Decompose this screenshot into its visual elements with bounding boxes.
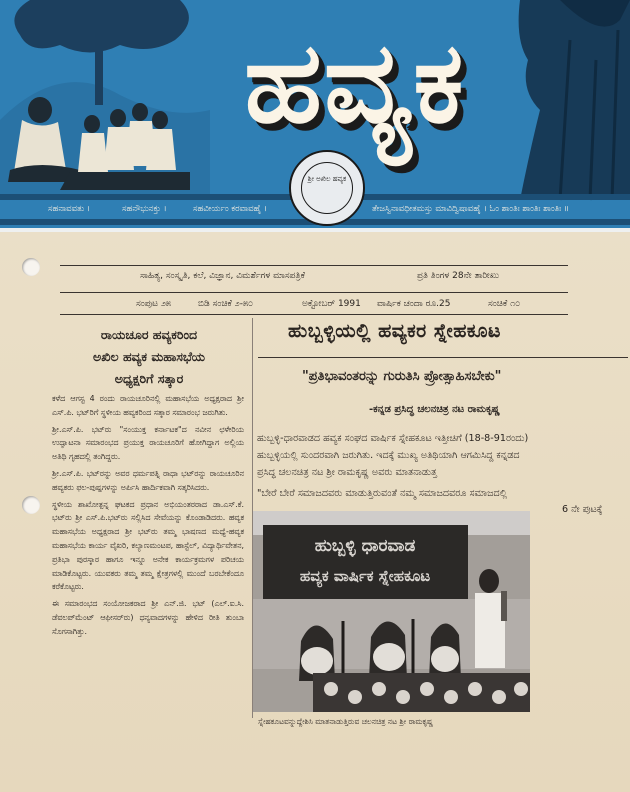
rule [60,292,568,293]
paragraph: ಶ್ರೀ.ಎಸ್.ಪಿ. ಭಟ್‌ರು "ಸಂಯುಕ್ತ ಕರ್ನಾಟಕ"ದ ನವೀನ ಛಳೇರಿಯ ಉದ್ಘಾಟನಾ ಸಮಾರಂಭದ ಪ್ರಯುಕ್ತ ರಾಯಚೂರಿಗೆ ಹೋಗಿದ್ದಾಗ ಅಲ್ಲಿಯ ಅತಿಥಿ ಗೃಹದಲ್ಲಿ ತಂಗಿದ್ದರು. [52,424,244,462]
body-line: ಪ್ರಸಿದ್ಧ ಚಲನಚಿತ್ರ ನಟ ಶ್ರೀ ರಾಮಕೃಷ್ಣ ಅವರು ಮಾತನಾಡುತ್ತ [257,467,437,478]
left-headline-line: ರಾಯಚೂರ ಹವ್ಯಕರಿಂದ [100,327,198,342]
volume-label: ಸಂಪುಟ ೨೫ [136,299,171,309]
motto-part: ಸಹನೌಭುನಕ್ತು । [122,204,167,214]
banner-line: ಹವ್ಯಕ ವಾರ್ಷಿಕ ಸ್ನೇಹಕೂಟ [299,567,431,585]
paragraph: ಕಳೆದ ಆಗಸ್ಟ 4 ರಂದು ರಾಯಚೂರಿನಲ್ಲಿ ಮಹಾಸಭೆಯ ಅಧ್ಯಕ್ಷರಾದ ಶ್ರೀ ಎಸ್.ಪಿ. ಭಟ್‌ರಿಗೆ ಸ್ಥಳೀಯ ಹವ್ಯಕರಿಂದ ಸತ್ಕಾರ ಸಮಾರಂಭ ಜರುಗಿತು. [52,394,244,417]
seal-text: ಶ್ರೀ ಅಖಿಲ ಹವ್ಯಕ [307,175,347,183]
rule [60,265,568,266]
banner-line: ಹುಬ್ಬಳ್ಳಿ ಧಾರವಾಡ [314,536,416,556]
issue-label: ಬಿಡಿ ಸಂಚಿಕೆ ೨-೫೦ [198,299,254,309]
event-photo [253,511,530,712]
emblem-seal [289,150,365,226]
photo-illustration [253,511,530,712]
left-article-body [52,392,244,642]
body-line: ಹುಬ್ಬಳ್ಳಿ-ಧಾರವಾಡದ ಹವ್ಯಕ ಸಂಘದ ವಾರ್ಷಿಕ ಸ್ನೇಹಕೂಟ ಇತ್ತೀಚಿಗೆ (18-8-91ರಂದು) [257,433,529,444]
binder-hole [22,258,40,276]
paragraph: ಈ ಸಮಾರಂಭದ ಸಂಯೋಜಕರಾದ ಶ್ರೀ ಎನ್.ಜಿ. ಭಟ್ (ಎಲ್.ಐ.ಸಿ. ಡೆವಲಪ್‌ಮೆಂಟ್ ಆಫೀಸರ್‌ರು) ಧನ್ಯವಾದಗಳನ್ನು ಹೇಳಿದ ರೀತಿ ತುಂಬಾ ಸೊಗಸಾಗಿತ್ತು. [52,599,244,636]
motto-part: ಸಹವೀರ್ಯಂ ಕರವಾವಹೈ । [193,204,268,214]
pull-quote: "ಪ್ರತಿಭಾವಂತರನ್ನು ಗುರುತಿಸಿ ಪ್ರೋತ್ಸಾಹಿಸಬೇಕು" [302,369,502,384]
quote-credit: -ಕನ್ನಡ ಪ್ರಸಿದ್ಧ ಚಲನಚಿತ್ರ ನಟ ರಾಮಕೃಷ್ಣ [369,404,500,415]
body-line: "ಬೇರೆ ಬೇರೆ ಸಮಾಜದವರು ಮಾಡುತ್ತಿರುವಂತೆ ನಮ್ಮ ಸಮಾಜದವರೂ ಸಮಾಜದಲ್ಲಿ [257,488,508,499]
right-headline: ಹುಬ್ಬಳ್ಳಿಯಲ್ಲಿ ಹವ್ಯಕರ ಸ್ನೇಹಕೂಟ [288,320,501,342]
subscription-price: ವಾರ್ಷಿಕ ಚಂದಾ ರೂ.25 [377,299,451,309]
publication-schedule: ಪ್ರತಿ ತಿಂಗಳ 28ನೇ ತಾರೀಖು [417,271,500,281]
seal-ring [301,162,353,214]
motto-part: ತೇಜಸ್ವಿನಾವಧೀತಮಸ್ತು ಮಾವಿದ್ವಿಷಾವಹೈ । ಓಂ ಶಾಂತಿಃ ಶಾಂತಿಃ ಶಾಂತಿಃ ॥ [372,204,570,214]
photo-caption: ಸ್ನೇಹಕೂಟವನ್ನುದ್ದೇಶಿಸಿ ಮಾತನಾಡುತ್ತಿರುವ ಚಲನಚಿತ್ರ ನಟ ಶ್ರೀ ರಾಮಕೃಷ್ಣ [258,717,434,726]
paragraph: ಸ್ಥಳೀಯ ಶಾಖೋತ್ಪನ್ನ ಘಟಕದ ಪ್ರಧಾನ ಅಭಿಯಂತರರಾದ ಡಾ.ಎಸ್.ಕೆ. ಭಟ್‌ರು ಶ್ರೀ ಎಸ್.ಪಿ.ಭಟ್‌ರು ಸಲ್ಲಿಸಿದ ಸೇವೆಯನ್ನು ಕೊಂಡಾಡಿದರು. ಹವ್ಯಕ ಮಹಾಸಭೆಯ ಅಧ್ಯಕ್ಷರಾದ ಶ್ರೀ ಭಟ್‌ರು ತಮ್ಮ ಭಾಷಣದ ಮಧ್ಯೆ-ಹವ್ಯಕ ಮಹಾಸಭೆಯ ಕಾರ್ಯ ವೈಖರಿ, ಕಲ್ಯಾಣಮಂಟಪ, ಹಾಸ್ಟೆಲ್, ವಿದ್ಯಾರ್ಥಿವೇತನ, ಪ್ರತಿಭಾ ಪುರಸ್ಕಾರ ಹಾಗೂ ಇನ್ನೂ ಅನೇಕ ಕಾರ್ಯಕ್ರಮಗಳ ಪರಿಚಯ ಮಾಡಿಕೊಟ್ಟರು. ಯುವಕರು ತಮ್ಮ ತಮ್ಮ ಕ್ಷೇತ್ರಗಳಲ್ಲಿ ಮುಂದೆ ಬರಬೇಕೆಂದೂ ಕರೆಕೊಟ್ಟರು. [52,499,244,592]
rule [258,357,628,358]
continued-note: 6 ನೇ ಪುಟಕ್ಕೆ [562,504,603,515]
masthead-title: ಹವ್ಯಕ [244,18,466,148]
binder-hole [22,496,40,514]
left-headline-line: ಅಧ್ಯಕ್ಷರಿಗೆ ಸತ್ಕಾರ [114,371,184,386]
motto-part: ಸಹನಾವವತು । [48,204,91,214]
magazine-subtitle: ಸಾಹಿತ್ಯ, ಸಂಸ್ಕೃತಿ, ಕಲೆ, ವಿಜ್ಞಾನ, ವಿಮರ್ಶೆಗಳ ಮಾಸಪತ್ರಿಕೆ [140,271,305,281]
paragraph: ಶ್ರೀ.ಎಸ್.ಪಿ. ಭಟ್‌ರನ್ನು ಅವರ ಧರ್ಮಪತ್ನಿ ರಾಧಾ ಭಟ್‌ರನ್ನು ರಾಯಚೂರಿನ ಹವ್ಯಕರು ಫಲ-ಪುಷ್ಪಗಳನ್ನು ಅರ್ಪಿಸಿ ಹಾರ್ದಿಕವಾಗಿ ಸತ್ಕರಿಸಿದರು. [52,468,244,492]
issue-number: ಸಂಚಿಕೆ ೧೦ [488,299,521,309]
left-headline-line: ಅಖಿಲ ಹವ್ಯಕ ಮಹಾಸಭೆಯ [93,349,205,364]
masthead [0,0,630,232]
body-line: ಹುಬ್ಬಳ್ಳಿಯಲ್ಲಿ ಸುಂದರವಾಗಿ ಜರುಗಿತು. ಇದಕ್ಕೆ ಮುಖ್ಯ ಅತಿಥಿಯಾಗಿ ಆಗಮಿಸಿದ್ದ ಕನ್ನಡದ [257,450,520,461]
rule [60,314,568,315]
issue-date: ಅಕ್ಟೋಬರ್ 1991 [302,299,361,309]
